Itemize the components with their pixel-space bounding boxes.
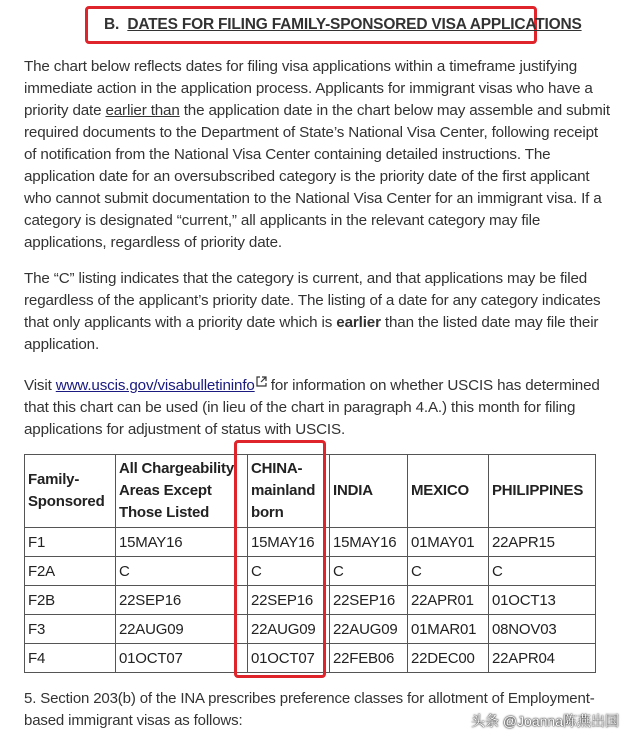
table-row xyxy=(25,586,596,615)
table-cell: F2A xyxy=(25,557,116,586)
table-cell: 22SEP16 xyxy=(330,586,408,615)
table-cell: 22APR15 xyxy=(489,528,596,557)
table-cell: 22FEB06 xyxy=(330,644,408,673)
intro-text-1: The chart below reflects dates for filing visa applications within a timeframe justifying immediate action in the application process. Applicants for immigrant visas who have a priority date xyxy=(24,58,593,119)
table-cell: 01OCT07 xyxy=(116,644,248,673)
table-row xyxy=(25,644,596,673)
table-cell: 15MAY16 xyxy=(330,528,408,557)
header-china: CHINA-mainland born xyxy=(248,455,330,528)
table-cell: C xyxy=(330,557,408,586)
section-heading xyxy=(104,16,582,34)
table-cell: 15MAY16 xyxy=(116,528,248,557)
uscis-prefix: Visit xyxy=(24,377,56,394)
table-row xyxy=(25,557,596,586)
table-cell: F1 xyxy=(25,528,116,557)
intro-underlined: earlier than xyxy=(105,102,180,119)
table-cell: 22SEP16 xyxy=(248,586,330,615)
table-cell: 22AUG09 xyxy=(330,615,408,644)
current-bold: earlier xyxy=(336,314,381,331)
current-text-2: than the listed date may file their application. xyxy=(24,314,599,353)
external-link-icon[interactable] xyxy=(256,372,267,394)
table-cell: F4 xyxy=(25,644,116,673)
table-cell: 22DEC00 xyxy=(408,644,489,673)
table-cell: 01MAY01 xyxy=(408,528,489,557)
section-203-paragraph: 5. Section 203(b) of the INA prescribes preference classes for allotment of Employment-based immigrant visas as follows: xyxy=(24,690,595,729)
current-text-1: The “C” listing indicates that the category is current, and that applications may be filed regardless of the applicant’s priority date. The listing of a date for any category indicates that only applicants with a priority date which is xyxy=(24,270,601,331)
table-cell: C xyxy=(116,557,248,586)
table-row xyxy=(25,528,596,557)
uscis-link[interactable]: www.uscis.gov/visabulletininfo xyxy=(55,377,255,394)
table-cell: F3 xyxy=(25,615,116,644)
table-cell: 08NOV03 xyxy=(489,615,596,644)
table-cell: 01OCT13 xyxy=(489,586,596,615)
family-visa-table xyxy=(24,454,596,673)
table-cell: F2B xyxy=(25,586,116,615)
header-india: INDIA xyxy=(330,455,408,528)
header-family-sponsored: Family-Sponsored xyxy=(25,455,116,528)
table-cell: 22AUG09 xyxy=(116,615,248,644)
intro-paragraph xyxy=(24,56,614,254)
uscis-paragraph xyxy=(24,372,614,441)
heading-prefix: B. xyxy=(104,16,120,33)
table-cell: C xyxy=(248,557,330,586)
table-cell: 01MAR01 xyxy=(408,615,489,644)
watermark: 头条 @Joanna陈燕出国 xyxy=(470,713,619,729)
uscis-suffix: for information on whether USCIS has determined that this chart can be used (in lieu of the chart in paragraph 4.A.) this month for filing applications for adjustment of status with USCIS. xyxy=(24,377,600,438)
header-all-chargeability: All Chargeability Areas Except Those Listed xyxy=(116,455,248,528)
table-cell: 22AUG09 xyxy=(248,615,330,644)
heading-title: DATES FOR FILING FAMILY-SPONSORED VISA APPLICATIONS xyxy=(127,16,582,33)
table-row xyxy=(25,615,596,644)
header-mexico: MEXICO xyxy=(408,455,489,528)
table-cell: C xyxy=(489,557,596,586)
intro-text-2: the application date in the chart below may assemble and submit required documents to the Department of State’s National Visa Center, following receipt of notification from the National Visa Center containing detailed instructions. The application date for an oversubscribed category is the priority date of the first applicant who cannot submit documentation to the National Visa Center for an immigrant visa. If a category is designated “current,” all applicants in the relevant category may file applications, regardless of priority date. xyxy=(24,102,610,251)
table-cell: 01OCT07 xyxy=(248,644,330,673)
header-philippines: PHILIPPINES xyxy=(489,455,596,528)
table-cell: 22APR04 xyxy=(489,644,596,673)
table-cell: C xyxy=(408,557,489,586)
table-cell: 22SEP16 xyxy=(116,586,248,615)
table-header-row xyxy=(25,455,596,528)
current-listing-paragraph xyxy=(24,268,614,356)
table-cell: 22APR01 xyxy=(408,586,489,615)
table-cell: 15MAY16 xyxy=(248,528,330,557)
